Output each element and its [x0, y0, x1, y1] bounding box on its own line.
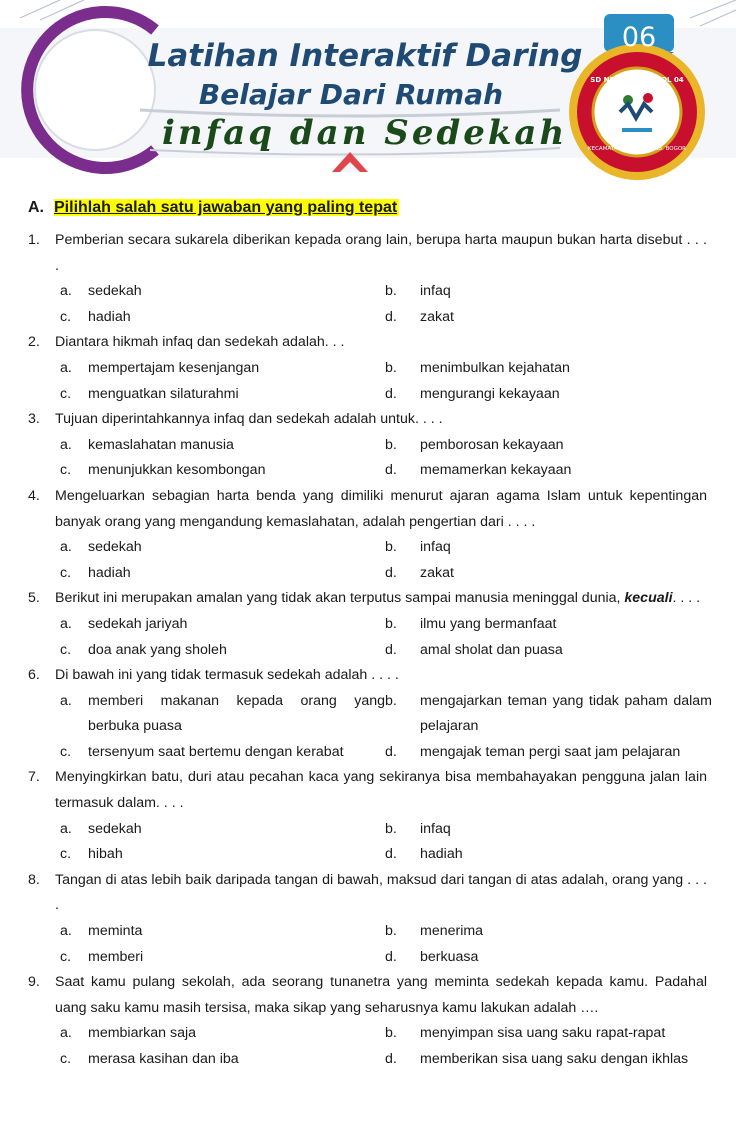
option-text: menyimpan sisa uang saku rapat-rapat: [420, 1025, 666, 1042]
question-number: 6.: [28, 667, 40, 684]
answer-option[interactable]: [60, 433, 385, 459]
question-item: [0, 330, 736, 407]
answer-option[interactable]: [385, 740, 712, 766]
answer-option[interactable]: [385, 1047, 712, 1073]
answer-options: [60, 1021, 736, 1072]
question-text: [55, 663, 707, 689]
option-text: mengajak teman pergi saat jam pelajaran: [420, 743, 681, 760]
option-letter: b.: [385, 1025, 397, 1042]
answer-option[interactable]: [60, 740, 385, 766]
option-text: zakat: [420, 564, 454, 581]
worksheet-number-badge: 06: [621, 22, 657, 53]
answer-options: [60, 817, 736, 868]
answer-option[interactable]: [60, 612, 385, 638]
option-text: mengurangi kekayaan: [420, 385, 560, 402]
option-letter: d.: [385, 641, 397, 658]
question-number: 4.: [28, 487, 40, 504]
option-letter: a.: [60, 436, 72, 453]
answer-option[interactable]: [60, 1021, 385, 1047]
question-text: [55, 407, 707, 433]
answer-option[interactable]: [60, 305, 385, 331]
answer-option[interactable]: [385, 382, 712, 408]
answer-option[interactable]: [385, 279, 712, 305]
answer-option[interactable]: [60, 279, 385, 305]
question-number: 5.: [28, 590, 40, 607]
question-stem: Diantara hikmah infaq dan sedekah adalah. . .: [55, 334, 345, 351]
answer-option[interactable]: [60, 561, 385, 587]
option-letter: c.: [60, 948, 72, 965]
option-text: hadiah: [88, 564, 131, 581]
option-letter: c.: [60, 462, 72, 479]
logo-text-bottom: KECAMATAN JONGGOL KAB. BOGOR: [587, 146, 687, 152]
answer-option[interactable]: [60, 638, 385, 664]
question-item: [0, 228, 736, 330]
option-text: sedekah jariyah: [88, 615, 188, 632]
title-line-2: Belajar Dari Rumah: [198, 78, 504, 111]
answer-option[interactable]: [385, 638, 712, 664]
answer-options: [60, 279, 736, 330]
answer-option[interactable]: [385, 919, 712, 945]
answer-option[interactable]: [60, 689, 385, 740]
answer-option[interactable]: [60, 535, 385, 561]
option-letter: d.: [385, 1051, 397, 1067]
option-text: memamerkan kekayaan: [420, 462, 572, 479]
question-stem: Pemberian secara sukarela diberikan kepada orang lain, berupa harta maupun bukan harta disebut . . . .: [55, 232, 707, 274]
option-letter: a.: [60, 820, 72, 837]
question-stem: Mengeluarkan sebagian harta benda yang dimiliki menurut ajaran agama Islam untuk kepentingan banyak orang yang mengandung kemaslahatan, adalah pengertian dari . . . .: [55, 487, 707, 530]
title-line-1: Latihan Interaktif Daring: [147, 38, 583, 74]
option-text: memberi makanan kepada orang yang berbuka puasa: [88, 692, 385, 735]
option-letter: b.: [385, 539, 397, 556]
question-stem: Tangan di atas lebih baik daripada tangan di bawah, maksud dari tangan di atas adalah, orang yang . . . .: [55, 871, 707, 914]
answer-options: [60, 919, 736, 970]
option-letter: a.: [60, 1025, 72, 1042]
option-letter: d.: [385, 385, 397, 402]
question-text: [55, 330, 707, 356]
option-letter: d.: [385, 462, 397, 479]
option-letter: c.: [60, 308, 72, 325]
option-letter: a.: [60, 283, 72, 300]
option-letter: b.: [385, 692, 397, 709]
option-letter: d.: [385, 743, 397, 760]
option-text: memberi: [88, 948, 144, 965]
option-text: pemborosan kekayaan: [420, 436, 564, 453]
option-letter: d.: [385, 846, 397, 863]
option-letter: a.: [60, 692, 72, 709]
option-text: membiarkan saja: [88, 1025, 197, 1042]
section-instruction: Pilihlah salah satu jawaban yang paling tepat: [54, 199, 398, 216]
answer-option[interactable]: [385, 817, 712, 843]
question-text: [55, 868, 707, 919]
answer-options: [60, 689, 736, 766]
option-letter: a.: [60, 359, 72, 376]
worksheet-subtitle: infaq dan Sedekah: [162, 113, 568, 153]
question-stem: Di bawah ini yang tidak termasuk sedekah adalah . . . .: [55, 667, 399, 684]
question-number: 2.: [28, 334, 40, 351]
answer-option[interactable]: [385, 561, 712, 587]
option-text: amal sholat dan puasa: [420, 641, 563, 658]
question-text: [55, 228, 707, 279]
option-letter: b.: [385, 436, 397, 453]
question-item: [0, 765, 736, 867]
question-stem-end: . . . .: [672, 590, 701, 607]
option-text: meminta: [88, 923, 143, 940]
answer-option[interactable]: [385, 458, 712, 484]
option-letter: a.: [60, 539, 72, 556]
option-letter: d.: [385, 308, 397, 325]
answer-options: [60, 612, 736, 663]
question-item: [0, 663, 736, 765]
answer-option[interactable]: [385, 535, 712, 561]
question-number: 7.: [28, 769, 40, 786]
option-letter: a.: [60, 615, 72, 632]
question-item: [0, 970, 736, 1072]
answer-option[interactable]: [60, 817, 385, 843]
answer-options: [60, 356, 736, 407]
logo-text-top: SD NEGERI JONGGOL 04: [590, 76, 684, 84]
option-text: hadiah: [88, 308, 131, 325]
option-letter: c.: [60, 564, 72, 581]
answer-option[interactable]: [385, 842, 712, 868]
option-text: mempertajam kesenjangan: [88, 359, 260, 376]
question-stem: Berikut ini merupakan amalan yang tidak akan terputus sampai manusia meninggal dunia,: [55, 590, 625, 607]
answer-option[interactable]: [385, 945, 712, 971]
option-text: infaq: [420, 283, 451, 300]
answer-option[interactable]: [385, 356, 712, 382]
answer-option[interactable]: [60, 382, 385, 408]
question-item: [0, 484, 736, 586]
question-item: [0, 407, 736, 484]
option-text: sedekah: [88, 283, 142, 300]
option-text: doa anak yang sholeh: [88, 641, 227, 658]
option-text: menerima: [420, 923, 484, 940]
option-letter: b.: [385, 820, 397, 837]
option-letter: a.: [60, 923, 72, 940]
option-text: tersenyum saat bertemu dengan kerabat: [88, 743, 344, 760]
option-text: menunjukkan kesombongan: [88, 462, 266, 479]
option-text: merasa kasihan dan iba: [88, 1051, 239, 1067]
answer-options: [60, 433, 736, 484]
option-letter: c.: [60, 1051, 72, 1067]
option-text: sedekah: [88, 820, 142, 837]
option-text: kemaslahatan manusia: [88, 436, 234, 453]
option-text: infaq: [420, 539, 451, 556]
option-text: zakat: [420, 308, 454, 325]
question-item: [0, 586, 736, 663]
question-number: 9.: [28, 974, 40, 991]
option-text: menguatkan silaturahmi: [88, 385, 239, 402]
answer-option[interactable]: [385, 1021, 712, 1047]
answer-option[interactable]: [385, 612, 712, 638]
worksheet-header: [0, 0, 736, 185]
question-number: 1.: [28, 232, 40, 248]
answer-option[interactable]: [60, 842, 385, 868]
option-letter: b.: [385, 283, 397, 300]
option-text: hadiah: [420, 846, 463, 863]
option-text: ilmu yang bermanfaat: [420, 615, 557, 632]
option-letter: c.: [60, 641, 72, 658]
answer-option[interactable]: [60, 356, 385, 382]
option-letter: c.: [60, 385, 72, 402]
option-letter: b.: [385, 923, 397, 940]
question-keyword: kecuali: [624, 590, 673, 607]
question-stem: Menyingkirkan batu, duri atau pecahan kaca yang sekiranya bisa membahayakan pengguna jalan lain termasuk dalam. . . .: [55, 769, 707, 812]
question-number: 3.: [28, 411, 40, 428]
question-stem: Saat kamu pulang sekolah, ada seorang tunanetra yang meminta sedekah kepada kamu. Padahal uang saku kamu masih tersisa, maka sikap yang seharusnya kamu lakukan adalah ….: [55, 974, 707, 1016]
option-letter: d.: [385, 948, 397, 965]
option-letter: c.: [60, 743, 72, 760]
question-text: [55, 484, 707, 535]
question-item: [0, 868, 736, 970]
question-number: 8.: [28, 871, 40, 888]
question-text: [55, 765, 707, 816]
option-text: memberikan sisa uang saku dengan ikhlas: [420, 1051, 689, 1067]
option-text: berkuasa: [420, 948, 479, 965]
section-letter: A.: [28, 199, 44, 216]
option-letter: b.: [385, 615, 397, 632]
answer-option[interactable]: [385, 305, 712, 331]
answer-option[interactable]: [60, 458, 385, 484]
option-text: hibah: [88, 846, 123, 863]
option-letter: d.: [385, 564, 397, 581]
answer-option[interactable]: [385, 433, 712, 459]
question-text: [55, 586, 707, 612]
option-text: sedekah: [88, 539, 142, 556]
option-text: menimbulkan kejahatan: [420, 359, 570, 376]
answer-option[interactable]: [60, 1047, 385, 1073]
question-list: [0, 228, 736, 1073]
section-heading: [28, 196, 399, 220]
answer-option[interactable]: [60, 919, 385, 945]
option-letter: b.: [385, 359, 397, 376]
question-text: [55, 970, 707, 1021]
option-text: infaq: [420, 820, 451, 837]
question-stem: Tujuan diperintahkannya infaq dan sedekah adalah untuk. . . .: [55, 411, 443, 428]
answer-options: [60, 535, 736, 586]
answer-option[interactable]: [60, 945, 385, 971]
answer-option[interactable]: [385, 689, 712, 740]
option-letter: c.: [60, 846, 72, 863]
option-text: mengajarkan teman yang tidak paham dalam pelajaran: [420, 692, 712, 735]
